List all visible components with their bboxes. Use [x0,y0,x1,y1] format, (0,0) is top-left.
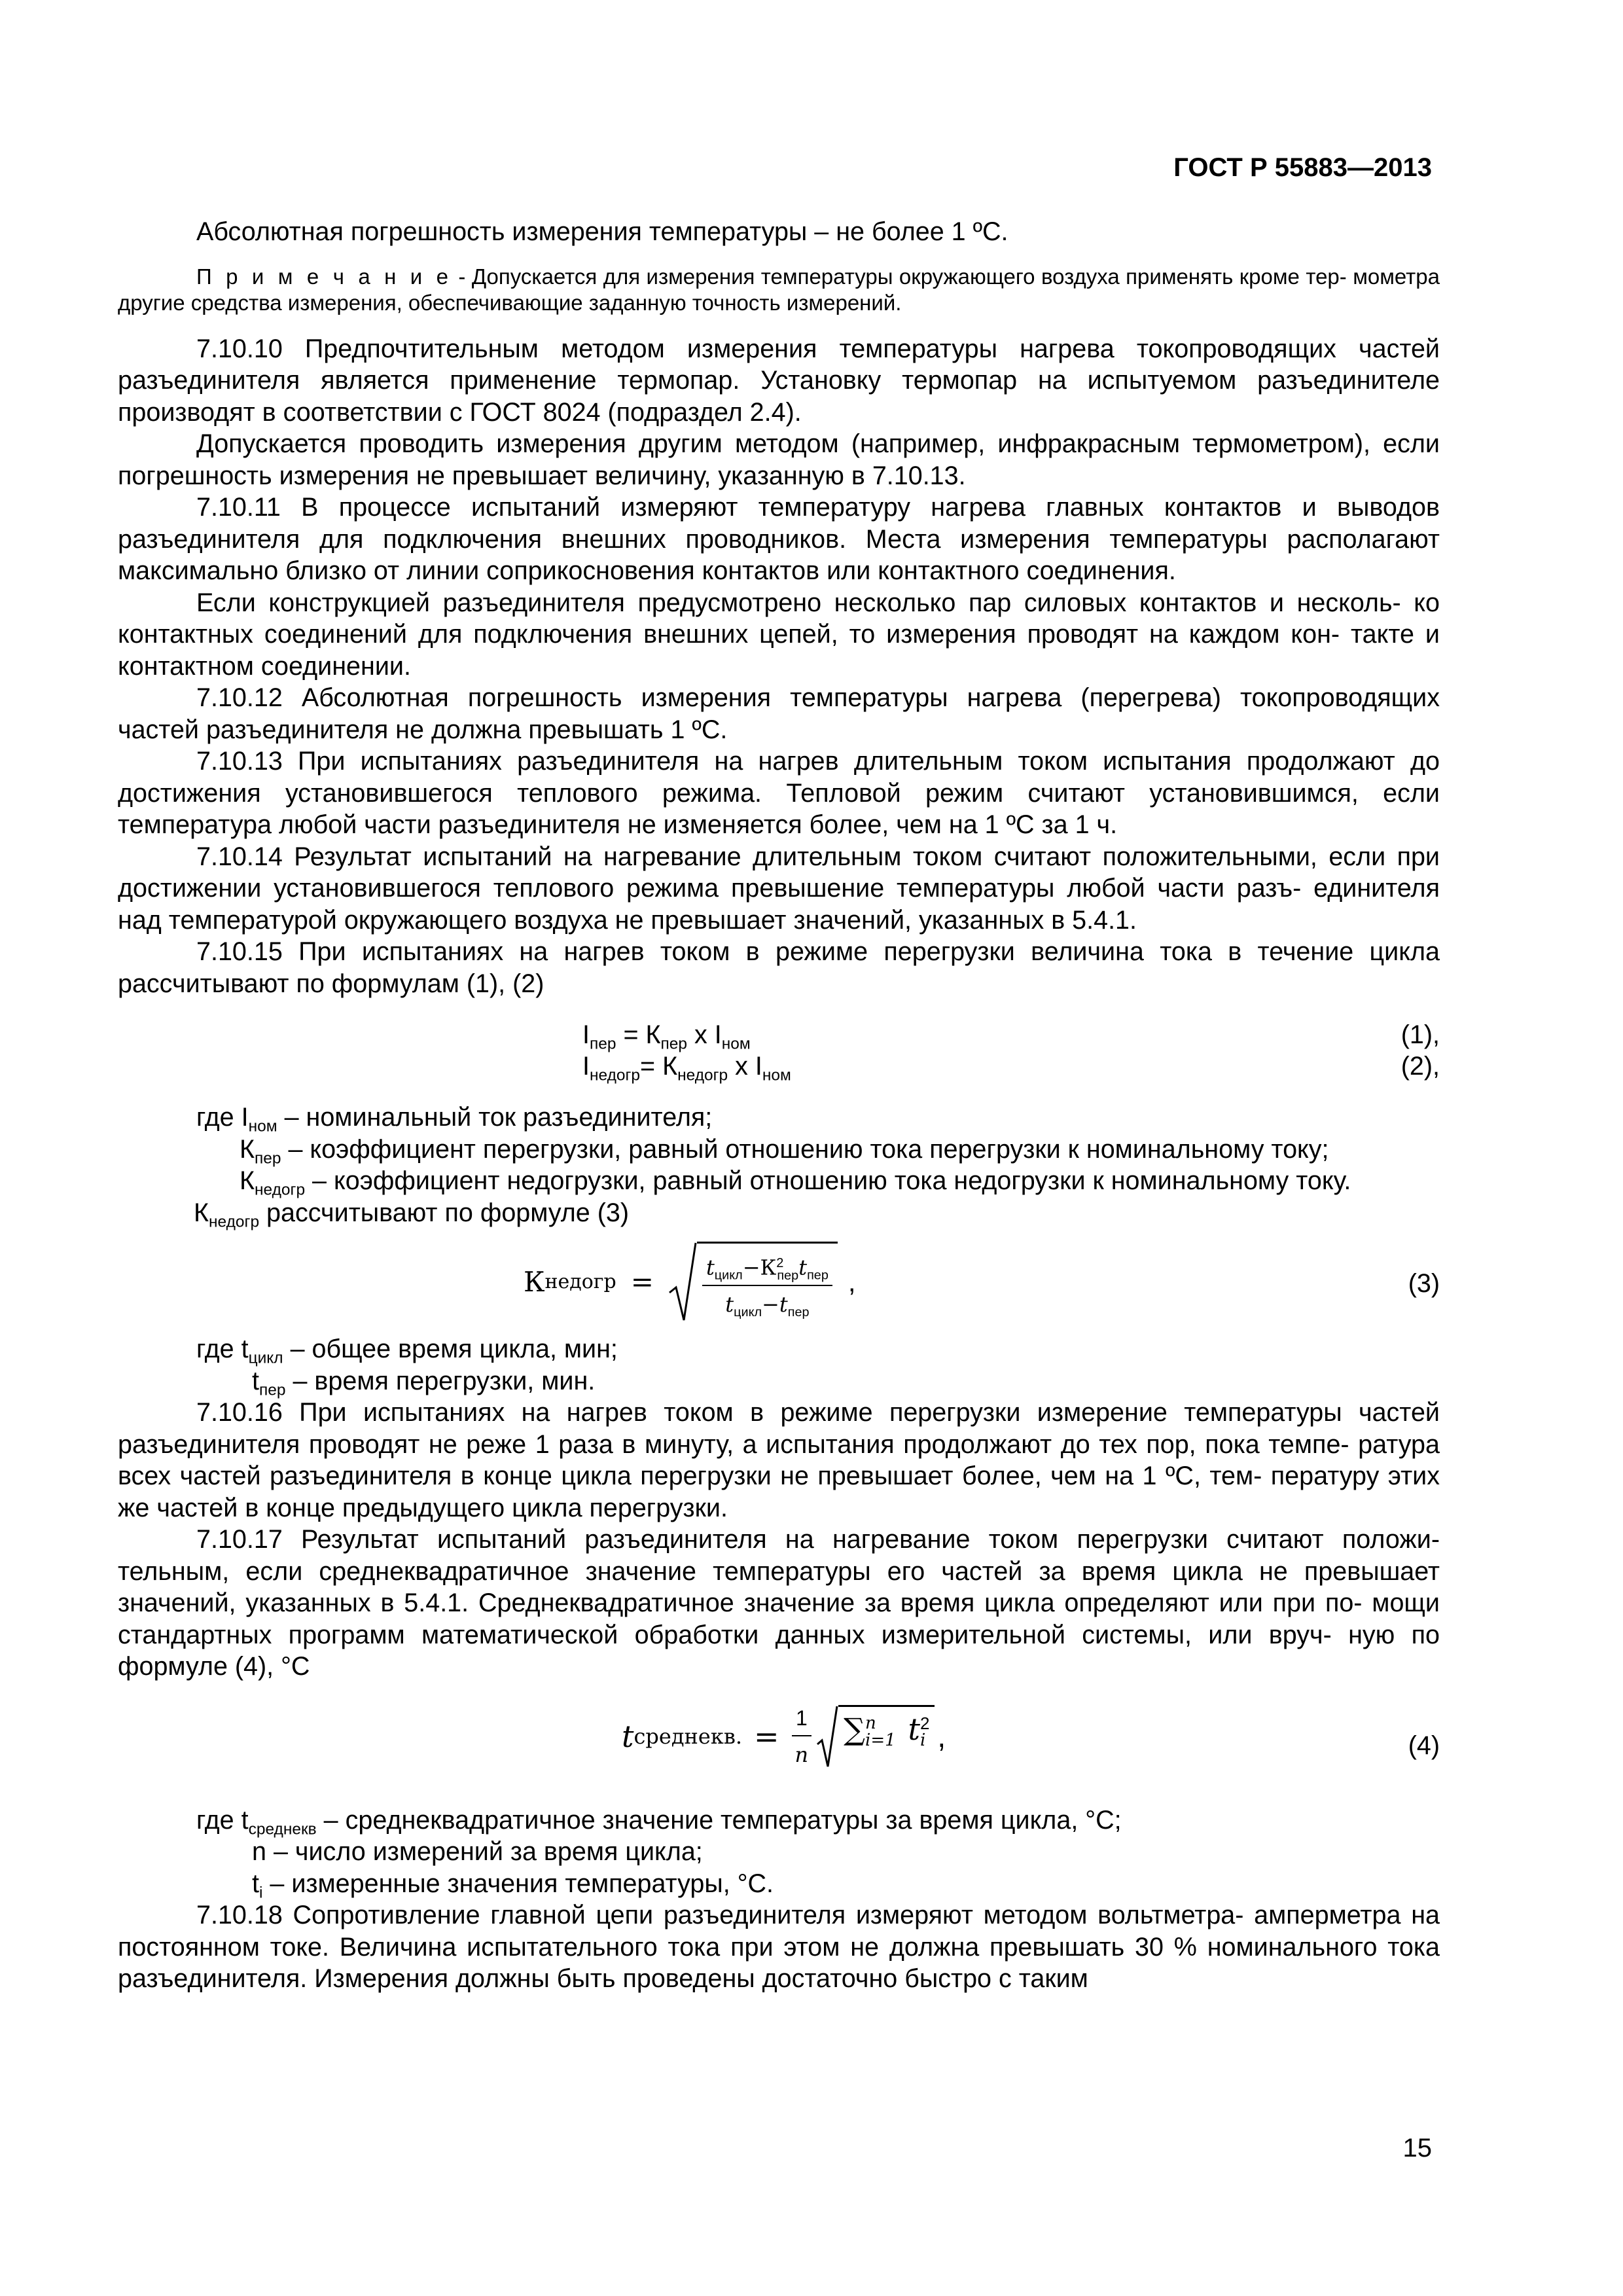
formula-3: К недогр = $\frac{t_{цикл}-К^2_{пер}t_{пер}}{t_{цикл}-t_{пер}}$ , (3) [118,1235,1440,1333]
definition-t-rms: где $t_{среднекв}$ – среднеквадратичное значение температуры за время цикла, °С; [196,1805,1122,1839]
paragraph-7-10-11: 7.10.11 В процессе испытаний измеряют температуру нагрева главных контактов и выводов разъединителя для подключения внешних проводников. Места измерения температуры располагают максимально близко от линии соприкосновения контактов или контактного соединения. [118,493,1440,585]
paragraph-7-10-18: 7.10.18 Сопротивление главной цепи разъединителя измеряют методом вольтметра- амперметра на постоянном токе. Величина испытательного тока при этом не должна превышать 30 % номинального тока разъединителя. Измерения должны быть проведены достаточно быстро с таким [118,1901,1440,1993]
note-label: П р и м е ч а н и е [196,264,452,289]
paragraph-7-10-15: 7.10.15 При испытаниях на нагрев током в режиме перегрузки величина тока в течение цикла рассчитывают по формулам (1), (2) [118,937,1440,998]
definition-t-cycle: где $t_{цикл}$ – общее время цикла, мин; [196,1335,618,1367]
paragraph-7-10-10: 7.10.10 Предпочтительным методом измерения температуры нагрева токопроводящих частей разъединителя является применение термопар. Установку термопар на испытуемом разъединителе производят в соответствии с ГОСТ 8024 (подраздел 2.4). [118,334,1440,427]
paragraph-construction: Если конструкцией разъединителя предусмотрено несколько пар силовых контактов и несколь- ко контактных соединений для подключения внешних цепей, то измерения проводят на каждом кон- такте и контактном соединении. [118,588,1440,681]
formula-2: $I_{недогр}= К_{недогр}$ x $I_{ном}$ (2), [582,1052,1440,1085]
radical-sign [668,1242,697,1323]
paragraph-7-10-14: 7.10.14 Результат испытаний на нагревание длительным током считают положительными, если при достижении установившегося теплового режима превышение температуры любой части разъ- единителя над температурой окружающего воздуха не превышает значений, указанных в 5.4.1. [118,842,1440,935]
document-body [118,216,1440,1995]
formula-2-number: (2), [1400,1052,1440,1081]
note-paragraph [118,264,1440,316]
paragraph-7-10-16: 7.10.16 При испытаниях на нагрев током в режиме перегрузки измерение температуры частей разъединителя проводят не реже 1 раза в минуту, а испытания продолжают до тех пор, пока темпе- ратура всех частей разъединителя в конце цикла перегрузки не превышает более, чем на 1 ºС, тем- пературу этих же частей в конце предыдущего цикла перегрузки. [118,1398,1440,1522]
formula-1: $I_{пер} = К_{пер}$ x $I_{ном}$ (1), [582,1020,1440,1053]
page-number: 15 [1402,2134,1432,2162]
definition-t-i: $t_i$ – измеренные значения температуры, °С. [252,1869,774,1902]
definition-i-nom: где $I_{ном}$ – номинальный ток разъединителя; [196,1103,713,1136]
formula-4-number: (4) [1408,1731,1440,1760]
formula-4: t среднекв. = $\frac{1}{n}$ ∑ n i=1 t 2 i , (4) [118,1693,1440,1804]
definition-t-per: $t_{пер}$ – время перегрузки, мин. [252,1366,596,1399]
formula-3-number: (3) [1408,1269,1440,1298]
k-nedogr-formula-intro: $К_{недогр}$ рассчитывают по формуле (3) [194,1198,630,1231]
paragraph-7-10-13: 7.10.13 При испытаниях разъединителя на нагрев длительным током испытания продолжают до достижения установившегося теплового режима. Тепловой режим считают установившимся, если температура любой части разъединителя не изменяется более, чем на 1 ºС за 1 ч. [118,747,1440,839]
radical-sign [816,1705,838,1768]
definition-k-nedogr: $К_{недогр}$ – коэффициент недогрузки, равный отношению тока недогрузки к номинальному току. [240,1166,1351,1199]
definition-n: n – число измерений за время цикла; [252,1837,703,1866]
note-text: - Допускается для измерения температуры окружающего воздуха применять кроме тер- мометра другие средства измерения, обеспечивающие заданную точность измерений. [118,264,1440,315]
paragraph-allowed-methods: Допускается проводить измерения другим методом (например, инфракрасным термометром), если погрешность измерения не превышает величину, указанную в 7.10.13. [118,429,1440,490]
formula-1-number: (1), [1400,1020,1440,1049]
paragraph-7-10-12: 7.10.12 Абсолютная погрешность измерения температуры нагрева (перегрева) токопроводящих частей разъединителя не должна превышать 1 ºС. [118,683,1440,744]
definition-k-per: $К_{пер}$ – коэффициент перегрузки, равный отношению тока перегрузки к номинальному току; [240,1134,1329,1168]
standard-code-header: ГОСТ Р 55883—2013 [1173,153,1432,182]
paragraph-absolute-error: Абсолютная погрешность измерения температуры – не более 1 ºС. [196,217,1008,246]
paragraph-7-10-17: 7.10.17 Результат испытаний разъединителя на нагревание током перегрузки считают положи- тельным, если среднеквадратичное значение температуры его частей за время цикла не превышает значений, указанных в 5.4.1. Среднеквадратичное значение за время цикла определяют или при по- мощи стандартных программ математической обработки данных измерительной системы, или вруч- ную по формуле (4), °С [118,1525,1440,1681]
